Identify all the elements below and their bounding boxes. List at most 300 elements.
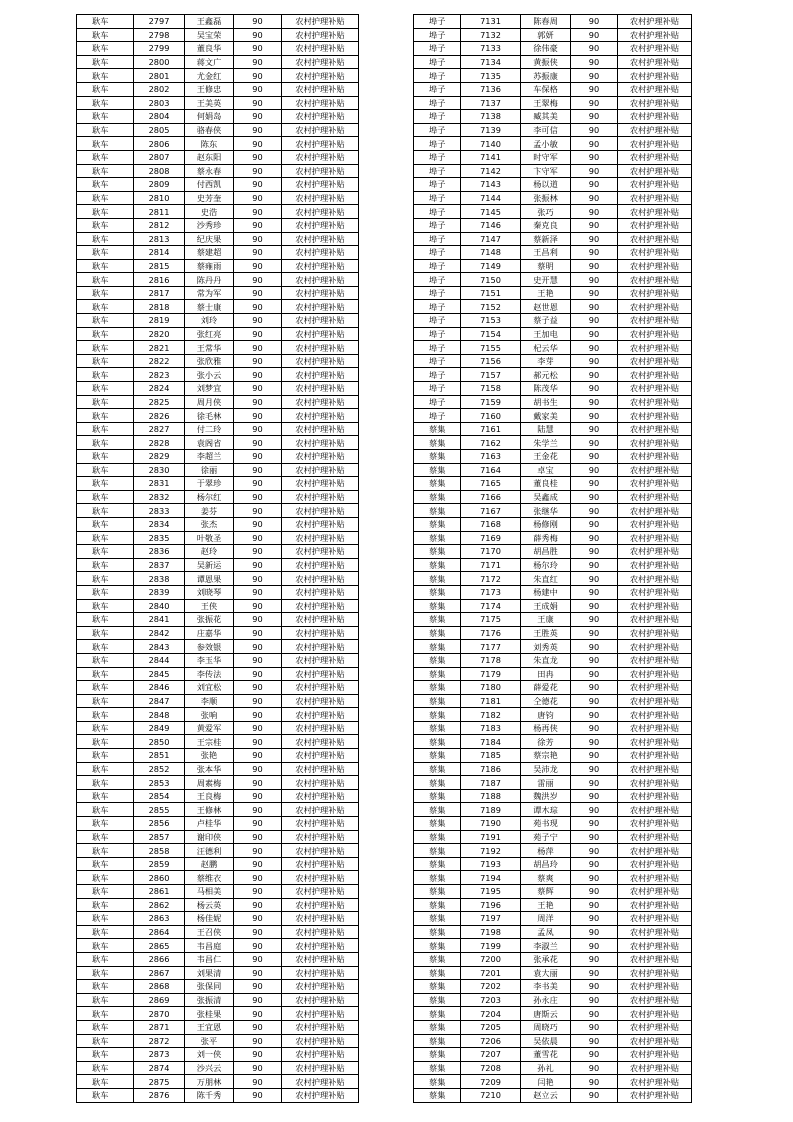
name-cell: 王鑫磊 <box>185 15 234 29</box>
serial-number-cell: 2817 <box>134 286 185 300</box>
serial-number-cell: 2807 <box>134 150 185 164</box>
village-cell: 蔡集 <box>414 912 461 926</box>
village-cell: 蔡集 <box>414 517 461 531</box>
amount-cell: 90 <box>234 55 282 69</box>
serial-number-cell: 2859 <box>134 857 185 871</box>
name-cell: 王常华 <box>185 341 234 355</box>
serial-number-cell: 2820 <box>134 327 185 341</box>
serial-number-cell: 7182 <box>461 708 521 722</box>
amount-cell: 90 <box>571 490 618 504</box>
table-row <box>414 422 692 436</box>
subsidy-type-cell: 农村护理补贴 <box>618 817 692 831</box>
amount-cell: 90 <box>571 545 618 559</box>
village-cell: 蔡集 <box>414 599 461 613</box>
village-cell: 耿车 <box>77 490 134 504</box>
amount-cell: 90 <box>234 123 282 137</box>
village-cell: 耿车 <box>77 912 134 926</box>
table-row <box>77 463 359 477</box>
table-row <box>77 327 359 341</box>
subsidy-type-cell: 农村护理补贴 <box>618 28 692 42</box>
village-cell: 耿车 <box>77 871 134 885</box>
amount-cell: 90 <box>234 436 282 450</box>
table-row <box>77 246 359 260</box>
name-cell: 魏洪岁 <box>521 789 571 803</box>
table-row <box>414 694 692 708</box>
subsidy-type-cell: 农村护理补贴 <box>282 1048 359 1062</box>
subsidy-type-cell: 农村护理补贴 <box>282 1075 359 1089</box>
subsidy-type-cell: 农村护理补贴 <box>282 735 359 749</box>
village-cell: 耿车 <box>77 286 134 300</box>
serial-number-cell: 2870 <box>134 1007 185 1021</box>
table-row <box>414 218 692 232</box>
name-cell: 蔡宗艳 <box>521 749 571 763</box>
village-cell: 蔡集 <box>414 762 461 776</box>
serial-number-cell: 7166 <box>461 490 521 504</box>
subsidy-type-cell: 农村护理补贴 <box>282 191 359 205</box>
amount-cell: 90 <box>234 572 282 586</box>
amount-cell: 90 <box>234 558 282 572</box>
village-cell: 耿车 <box>77 368 134 382</box>
village-cell: 耿车 <box>77 640 134 654</box>
village-cell: 耿车 <box>77 599 134 613</box>
serial-number-cell: 2813 <box>134 232 185 246</box>
table-row <box>77 681 359 695</box>
serial-number-cell: 7137 <box>461 96 521 110</box>
name-cell: 赵鹏 <box>185 857 234 871</box>
name-cell: 陆慧 <box>521 422 571 436</box>
table-row <box>414 817 692 831</box>
table-row <box>414 1075 692 1089</box>
village-cell: 蔡集 <box>414 1020 461 1034</box>
name-cell: 徐芳 <box>521 735 571 749</box>
serial-number-cell: 7161 <box>461 422 521 436</box>
name-cell: 张振林 <box>521 191 571 205</box>
serial-number-cell: 7197 <box>461 912 521 926</box>
name-cell: 卢桂华 <box>185 817 234 831</box>
table-row <box>77 980 359 994</box>
table-row <box>414 599 692 613</box>
serial-number-cell: 7207 <box>461 1048 521 1062</box>
table-row <box>77 504 359 518</box>
village-cell: 蔡集 <box>414 490 461 504</box>
serial-number-cell: 2837 <box>134 558 185 572</box>
table-row <box>77 354 359 368</box>
amount-cell: 90 <box>571 1048 618 1062</box>
serial-number-cell: 2845 <box>134 667 185 681</box>
serial-number-cell: 2874 <box>134 1061 185 1075</box>
village-cell: 埠子 <box>414 327 461 341</box>
name-cell: 朱直龙 <box>521 653 571 667</box>
table-row <box>414 286 692 300</box>
subsidy-type-cell: 农村护理补贴 <box>618 137 692 151</box>
subsidy-type-cell: 农村护理补贴 <box>618 164 692 178</box>
name-cell: 杨建中 <box>521 585 571 599</box>
amount-cell: 90 <box>234 830 282 844</box>
serial-number-cell: 7199 <box>461 939 521 953</box>
village-cell: 耿车 <box>77 477 134 491</box>
village-cell: 埠子 <box>414 164 461 178</box>
name-cell: 张小云 <box>185 368 234 382</box>
subsidy-type-cell: 农村护理补贴 <box>282 395 359 409</box>
subsidy-type-cell: 农村护理补贴 <box>618 762 692 776</box>
subsidy-type-cell: 农村护理补贴 <box>282 450 359 464</box>
name-cell: 唐斯云 <box>521 1007 571 1021</box>
serial-number-cell: 7153 <box>461 314 521 328</box>
name-cell: 孟小敏 <box>521 137 571 151</box>
amount-cell: 90 <box>571 69 618 83</box>
table-row <box>414 450 692 464</box>
name-cell: 王昌利 <box>521 246 571 260</box>
table-row <box>414 626 692 640</box>
subsidy-type-cell: 农村护理补贴 <box>282 871 359 885</box>
name-cell: 李书美 <box>521 980 571 994</box>
serial-number-cell: 2860 <box>134 871 185 885</box>
table-row <box>414 205 692 219</box>
name-cell: 张巧 <box>521 205 571 219</box>
name-cell: 唐钧 <box>521 708 571 722</box>
name-cell: 陈茂华 <box>521 382 571 396</box>
table-row <box>414 640 692 654</box>
amount-cell: 90 <box>234 708 282 722</box>
table-row <box>77 1075 359 1089</box>
amount-cell: 90 <box>234 1048 282 1062</box>
village-cell: 耿车 <box>77 1088 134 1102</box>
name-cell: 蒋文广 <box>185 55 234 69</box>
subsidy-type-cell: 农村护理补贴 <box>618 776 692 790</box>
serial-number-cell: 7150 <box>461 273 521 287</box>
village-cell: 埠子 <box>414 178 461 192</box>
serial-number-cell: 7164 <box>461 463 521 477</box>
subsidy-type-cell: 农村护理补贴 <box>282 82 359 96</box>
name-cell: 王美英 <box>185 96 234 110</box>
subsidy-type-cell: 农村护理补贴 <box>282 653 359 667</box>
subsidy-type-cell: 农村护理补贴 <box>618 721 692 735</box>
subsidy-type-cell: 农村护理补贴 <box>282 599 359 613</box>
serial-number-cell: 2832 <box>134 490 185 504</box>
serial-number-cell: 7141 <box>461 150 521 164</box>
village-cell: 埠子 <box>414 96 461 110</box>
amount-cell: 90 <box>571 980 618 994</box>
serial-number-cell: 2800 <box>134 55 185 69</box>
amount-cell: 90 <box>571 1007 618 1021</box>
table-row <box>77 409 359 423</box>
amount-cell: 90 <box>571 531 618 545</box>
village-cell: 耿车 <box>77 354 134 368</box>
village-cell: 蔡集 <box>414 572 461 586</box>
village-cell: 蔡集 <box>414 952 461 966</box>
serial-number-cell: 7163 <box>461 450 521 464</box>
subsidy-type-cell: 农村护理补贴 <box>282 1061 359 1075</box>
table-row <box>414 885 692 899</box>
amount-cell: 90 <box>234 110 282 124</box>
amount-cell: 90 <box>234 450 282 464</box>
table-row <box>414 952 692 966</box>
serial-number-cell: 2805 <box>134 123 185 137</box>
name-cell: 吴鑫成 <box>521 490 571 504</box>
subsidy-type-cell: 农村护理补贴 <box>618 531 692 545</box>
amount-cell: 90 <box>571 395 618 409</box>
serial-number-cell: 7177 <box>461 640 521 654</box>
subsidy-type-cell: 农村护理补贴 <box>618 178 692 192</box>
village-cell: 耿车 <box>77 531 134 545</box>
name-cell: 刘玲 <box>185 314 234 328</box>
amount-cell: 90 <box>571 667 618 681</box>
serial-number-cell: 2821 <box>134 341 185 355</box>
table-row <box>414 490 692 504</box>
table-row <box>77 259 359 273</box>
serial-number-cell: 7152 <box>461 300 521 314</box>
subsidy-type-cell: 农村护理补贴 <box>282 912 359 926</box>
amount-cell: 90 <box>571 191 618 205</box>
village-cell: 蔡集 <box>414 776 461 790</box>
village-cell: 埠子 <box>414 354 461 368</box>
village-cell: 耿车 <box>77 925 134 939</box>
table-row <box>414 42 692 56</box>
table-row <box>77 803 359 817</box>
amount-cell: 90 <box>571 232 618 246</box>
subsidy-type-cell: 农村护理补贴 <box>282 545 359 559</box>
table-row <box>414 558 692 572</box>
table-row <box>77 341 359 355</box>
name-cell: 李淑兰 <box>521 939 571 953</box>
village-cell: 蔡集 <box>414 993 461 1007</box>
serial-number-cell: 7133 <box>461 42 521 56</box>
subsidy-type-cell: 农村护理补贴 <box>282 273 359 287</box>
name-cell: 王修林 <box>185 803 234 817</box>
serial-number-cell: 7140 <box>461 137 521 151</box>
subsidy-type-cell: 农村护理补贴 <box>618 844 692 858</box>
table-row <box>77 545 359 559</box>
name-cell: 蔡建超 <box>185 246 234 260</box>
table-row <box>77 395 359 409</box>
village-cell: 蔡集 <box>414 966 461 980</box>
name-cell: 于翠珍 <box>185 477 234 491</box>
village-cell: 耿车 <box>77 1020 134 1034</box>
village-cell: 耿车 <box>77 885 134 899</box>
serial-number-cell: 2862 <box>134 898 185 912</box>
name-cell: 陈千秀 <box>185 1088 234 1102</box>
subsidy-type-cell: 农村护理补贴 <box>618 980 692 994</box>
subsidy-type-cell: 农村护理补贴 <box>282 1007 359 1021</box>
serial-number-cell: 7178 <box>461 653 521 667</box>
subsidy-type-cell: 农村护理补贴 <box>282 463 359 477</box>
right-subsidy-table <box>413 14 692 1103</box>
amount-cell: 90 <box>234 667 282 681</box>
subsidy-type-cell: 农村护理补贴 <box>618 517 692 531</box>
subsidy-type-cell: 农村护理补贴 <box>618 490 692 504</box>
table-row <box>77 776 359 790</box>
name-cell: 付二玲 <box>185 422 234 436</box>
table-row <box>77 1020 359 1034</box>
amount-cell: 90 <box>571 96 618 110</box>
village-cell: 埠子 <box>414 232 461 246</box>
name-cell: 付西凯 <box>185 178 234 192</box>
serial-number-cell: 7196 <box>461 898 521 912</box>
village-cell: 蔡集 <box>414 504 461 518</box>
amount-cell: 90 <box>571 817 618 831</box>
name-cell: 杨云英 <box>185 898 234 912</box>
subsidy-type-cell: 农村护理补贴 <box>282 218 359 232</box>
name-cell: 王加电 <box>521 327 571 341</box>
village-cell: 埠子 <box>414 368 461 382</box>
subsidy-type-cell: 农村护理补贴 <box>282 776 359 790</box>
village-cell: 蔡集 <box>414 721 461 735</box>
subsidy-type-cell: 农村护理补贴 <box>282 110 359 124</box>
name-cell: 刘果清 <box>185 966 234 980</box>
table-row <box>77 450 359 464</box>
name-cell: 苑书现 <box>521 817 571 831</box>
table-row <box>414 259 692 273</box>
subsidy-type-cell: 农村护理补贴 <box>282 844 359 858</box>
name-cell: 蔡新泽 <box>521 232 571 246</box>
serial-number-cell: 7144 <box>461 191 521 205</box>
amount-cell: 90 <box>234 626 282 640</box>
amount-cell: 90 <box>571 830 618 844</box>
serial-number-cell: 2830 <box>134 463 185 477</box>
table-row <box>414 898 692 912</box>
village-cell: 埠子 <box>414 69 461 83</box>
subsidy-type-cell: 农村护理补贴 <box>282 885 359 899</box>
serial-number-cell: 2814 <box>134 246 185 260</box>
subsidy-type-cell: 农村护理补贴 <box>282 789 359 803</box>
subsidy-type-cell: 农村护理补贴 <box>618 667 692 681</box>
name-cell: 胡书生 <box>521 395 571 409</box>
table-row <box>77 1061 359 1075</box>
serial-number-cell: 7192 <box>461 844 521 858</box>
name-cell: 董良华 <box>185 42 234 56</box>
amount-cell: 90 <box>234 409 282 423</box>
amount-cell: 90 <box>571 354 618 368</box>
table-row <box>414 178 692 192</box>
amount-cell: 90 <box>571 314 618 328</box>
name-cell: 王艳 <box>521 898 571 912</box>
amount-cell: 90 <box>571 653 618 667</box>
amount-cell: 90 <box>234 205 282 219</box>
name-cell: 王宗桂 <box>185 735 234 749</box>
name-cell: 苑子宁 <box>521 830 571 844</box>
table-row <box>77 96 359 110</box>
subsidy-type-cell: 农村护理补贴 <box>618 205 692 219</box>
serial-number-cell: 7187 <box>461 776 521 790</box>
village-cell: 耿车 <box>77 504 134 518</box>
subsidy-type-cell: 农村护理补贴 <box>282 354 359 368</box>
serial-number-cell: 2844 <box>134 653 185 667</box>
name-cell: 孙永庄 <box>521 993 571 1007</box>
subsidy-type-cell: 农村护理补贴 <box>282 626 359 640</box>
table-row <box>77 925 359 939</box>
subsidy-type-cell: 农村护理补贴 <box>282 939 359 953</box>
village-cell: 耿车 <box>77 463 134 477</box>
table-row <box>414 504 692 518</box>
name-cell: 万朋林 <box>185 1075 234 1089</box>
serial-number-cell: 7208 <box>461 1061 521 1075</box>
table-row <box>414 776 692 790</box>
village-cell: 耿车 <box>77 681 134 695</box>
village-cell: 耿车 <box>77 708 134 722</box>
village-cell: 耿车 <box>77 517 134 531</box>
serial-number-cell: 2822 <box>134 354 185 368</box>
village-cell: 耿车 <box>77 844 134 858</box>
village-cell: 耿车 <box>77 55 134 69</box>
serial-number-cell: 2829 <box>134 450 185 464</box>
name-cell: 蔡明 <box>521 259 571 273</box>
village-cell: 蔡集 <box>414 667 461 681</box>
subsidy-type-cell: 农村护理补贴 <box>618 572 692 586</box>
subsidy-type-cell: 农村护理补贴 <box>282 667 359 681</box>
table-row <box>77 626 359 640</box>
serial-number-cell: 7195 <box>461 885 521 899</box>
table-row <box>77 939 359 953</box>
amount-cell: 90 <box>234 368 282 382</box>
serial-number-cell: 2810 <box>134 191 185 205</box>
subsidy-type-cell: 农村护理补贴 <box>618 354 692 368</box>
village-cell: 耿车 <box>77 545 134 559</box>
subsidy-type-cell: 农村护理补贴 <box>618 640 692 654</box>
serial-number-cell: 2863 <box>134 912 185 926</box>
village-cell: 耿车 <box>77 28 134 42</box>
table-row <box>414 1034 692 1048</box>
serial-number-cell: 2833 <box>134 504 185 518</box>
amount-cell: 90 <box>571 857 618 871</box>
table-row <box>414 572 692 586</box>
village-cell: 蔡集 <box>414 1007 461 1021</box>
serial-number-cell: 7200 <box>461 952 521 966</box>
name-cell: 王良梅 <box>185 789 234 803</box>
name-cell: 时守军 <box>521 150 571 164</box>
serial-number-cell: 2825 <box>134 395 185 409</box>
amount-cell: 90 <box>234 504 282 518</box>
serial-number-cell: 2812 <box>134 218 185 232</box>
subsidy-type-cell: 农村护理补贴 <box>282 55 359 69</box>
table-row <box>414 925 692 939</box>
village-cell: 蔡集 <box>414 749 461 763</box>
table-row <box>414 137 692 151</box>
name-cell: 胡昌胜 <box>521 545 571 559</box>
subsidy-type-cell: 农村护理补贴 <box>618 952 692 966</box>
table-row <box>414 69 692 83</box>
amount-cell: 90 <box>234 653 282 667</box>
table-row <box>77 69 359 83</box>
name-cell: 蔡永春 <box>185 164 234 178</box>
serial-number-cell: 2873 <box>134 1048 185 1062</box>
village-cell: 蔡集 <box>414 450 461 464</box>
subsidy-type-cell: 农村护理补贴 <box>618 300 692 314</box>
serial-number-cell: 2801 <box>134 69 185 83</box>
subsidy-type-cell: 农村护理补贴 <box>618 1088 692 1102</box>
amount-cell: 90 <box>571 123 618 137</box>
subsidy-type-cell: 农村护理补贴 <box>618 69 692 83</box>
subsidy-type-cell: 农村护理补贴 <box>282 898 359 912</box>
village-cell: 蔡集 <box>414 681 461 695</box>
village-cell: 蔡集 <box>414 436 461 450</box>
village-cell: 耿车 <box>77 898 134 912</box>
serial-number-cell: 7143 <box>461 178 521 192</box>
subsidy-type-cell: 农村护理补贴 <box>282 368 359 382</box>
serial-number-cell: 7170 <box>461 545 521 559</box>
subsidy-type-cell: 农村护理补贴 <box>282 640 359 654</box>
name-cell: 臧其美 <box>521 110 571 124</box>
name-cell: 马相美 <box>185 885 234 899</box>
name-cell: 赵立云 <box>521 1088 571 1102</box>
name-cell: 李顺 <box>185 694 234 708</box>
village-cell: 耿车 <box>77 69 134 83</box>
serial-number-cell: 2856 <box>134 817 185 831</box>
table-row <box>414 708 692 722</box>
name-cell: 苏振康 <box>521 69 571 83</box>
subsidy-type-cell: 农村护理补贴 <box>282 69 359 83</box>
subsidy-type-cell: 农村护理补贴 <box>282 327 359 341</box>
subsidy-type-cell: 农村护理补贴 <box>282 830 359 844</box>
